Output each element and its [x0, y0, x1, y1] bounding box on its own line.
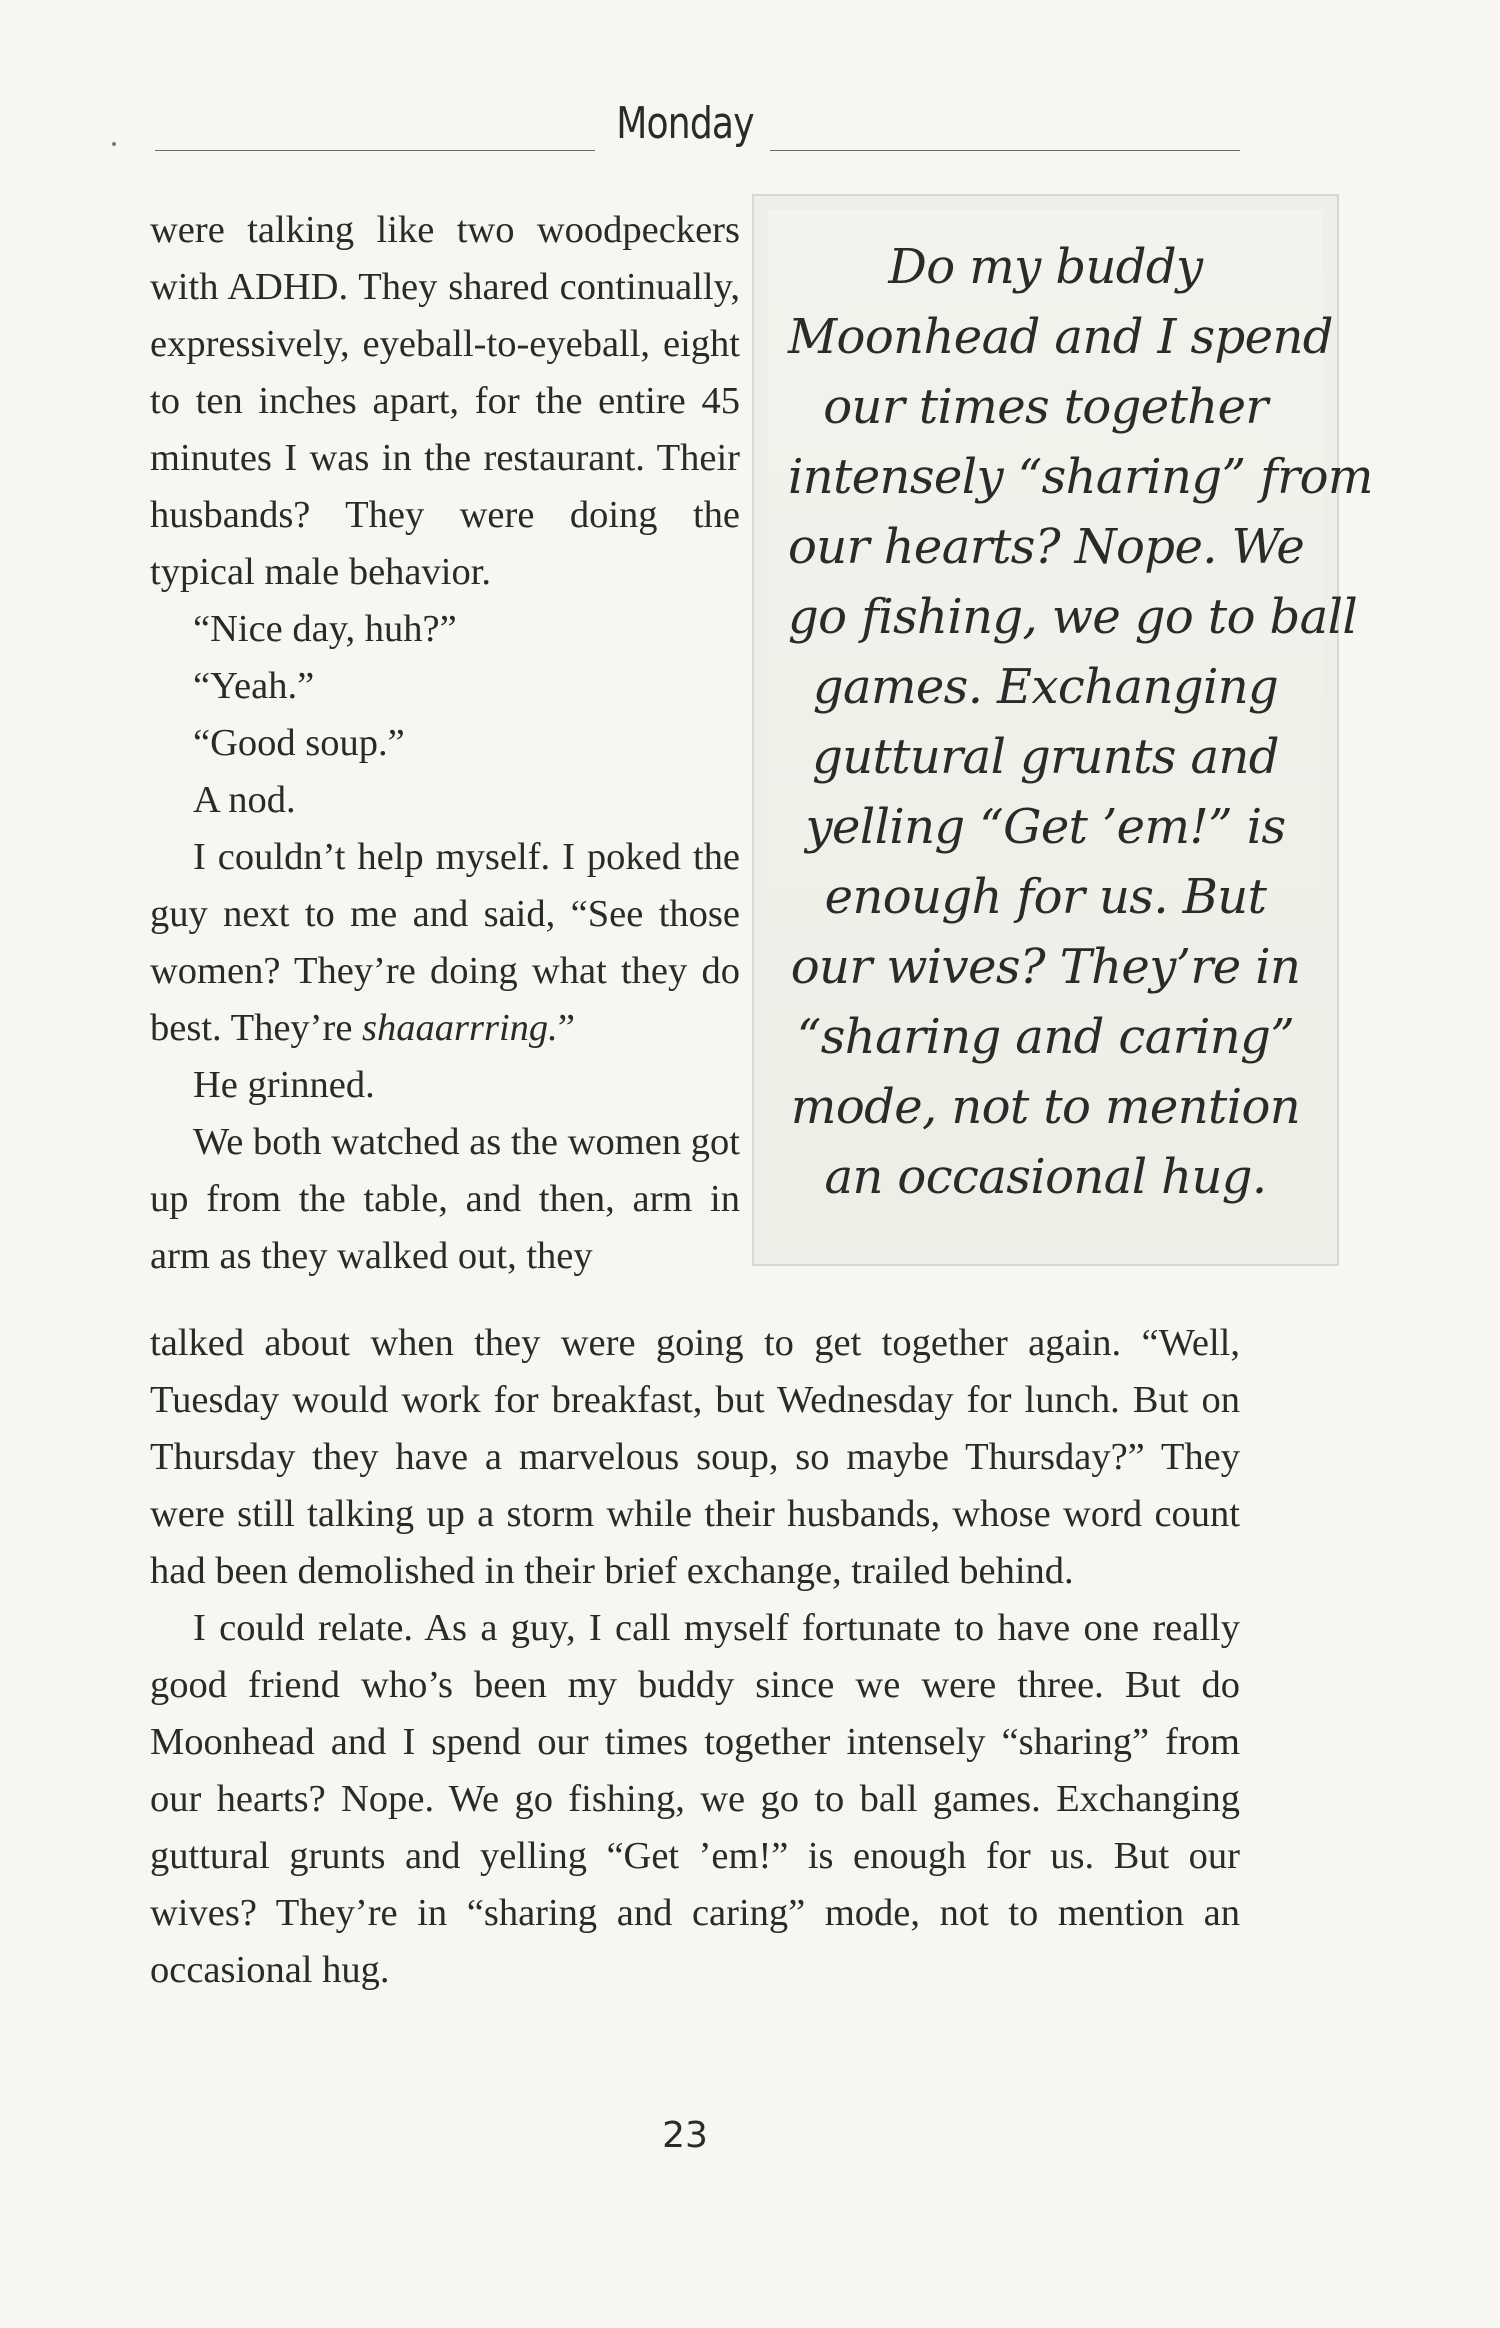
pullquote-line: an occasional hug. — [824, 1149, 1267, 1205]
paragraph: He grinned. — [193, 1064, 375, 1106]
pullquote-line: our hearts? Nope. We — [788, 519, 1305, 575]
pullquote-line: go fishing, we go to ball — [788, 589, 1358, 645]
closing-quote: ” — [557, 1007, 575, 1049]
header-dot — [112, 142, 116, 146]
header-rule-left — [155, 150, 595, 151]
pullquote-line: intensely “sharing” from — [788, 449, 1373, 505]
paragraph — [150, 829, 740, 1057]
pullquote-line: “sharing and caring” — [796, 1009, 1295, 1065]
full-width-text — [150, 1315, 1240, 1999]
dialogue-line: “Good soup.” — [193, 722, 405, 764]
paragraph-text: I couldn’t help myself. I poked the guy next to me and said, “See those women? They’re doing what they do best. They’re — [150, 836, 740, 1049]
pullquote-line: enough for us. But — [824, 869, 1267, 925]
pullquote-line: guttural grunts and — [812, 729, 1279, 785]
pullquote-line: mode, not to mention — [790, 1079, 1301, 1135]
pullquote-line: our times together — [823, 379, 1268, 435]
running-head: Monday — [616, 98, 754, 149]
pullquote-line: games. Exchanging — [812, 659, 1279, 715]
paragraph: were talking like two woodpeckers with ADHD. They shared continually, expressively, eyeball-to-eyeball, eight to ten inches apart, for the entire 45 minutes I was in the restaurant. Their husbands? They were doing the typical male behavior. — [150, 209, 740, 593]
pullquote-line: Do my buddy — [888, 239, 1203, 295]
pullquote-box — [768, 210, 1373, 1250]
pullquote-line: our wives? They’re in — [790, 939, 1301, 995]
dialogue-line: “Yeah.” — [193, 665, 315, 707]
pullquote-line: yelling “Get ’em!” is — [805, 799, 1286, 855]
emphasis-word: shaaarrring. — [362, 1007, 558, 1049]
header-rule-right — [770, 150, 1240, 151]
pullquote-line: Moonhead and I spend — [788, 309, 1333, 365]
paragraph: I could relate. As a guy, I call myself fortunate to have one really good friend who’s been my buddy since we were three. But do Moonhead and I spend our times together intensely “sharing” from our hearts? Nope. We go fishing, we go to ball games. Exchanging guttural grunts and yelling “Get ’em!” is enough for us. But our wives? They’re in “sharing and caring” mode, not to mention an occasional hug. — [150, 1607, 1240, 1991]
paragraph: talked about when they were going to get together again. “Well, Tuesday would work for breakfast, but Wednesday for lunch. But on Thursday they have a marvelous soup, so maybe Thursday?” They were still talking up a storm while their husbands, whose word count had been demolished in their brief exchange, trailed behind. — [150, 1322, 1240, 1592]
paragraph: We both watched as the women got up from the table, and then, arm in arm as they walked out, they — [150, 1121, 740, 1277]
dialogue-line: “Nice day, huh?” — [193, 608, 457, 650]
pullquote-text — [788, 232, 1373, 1212]
narrow-text-column — [150, 202, 740, 1285]
page-number: 23 — [662, 2115, 708, 2156]
dialogue-line: A nod. — [193, 779, 296, 821]
